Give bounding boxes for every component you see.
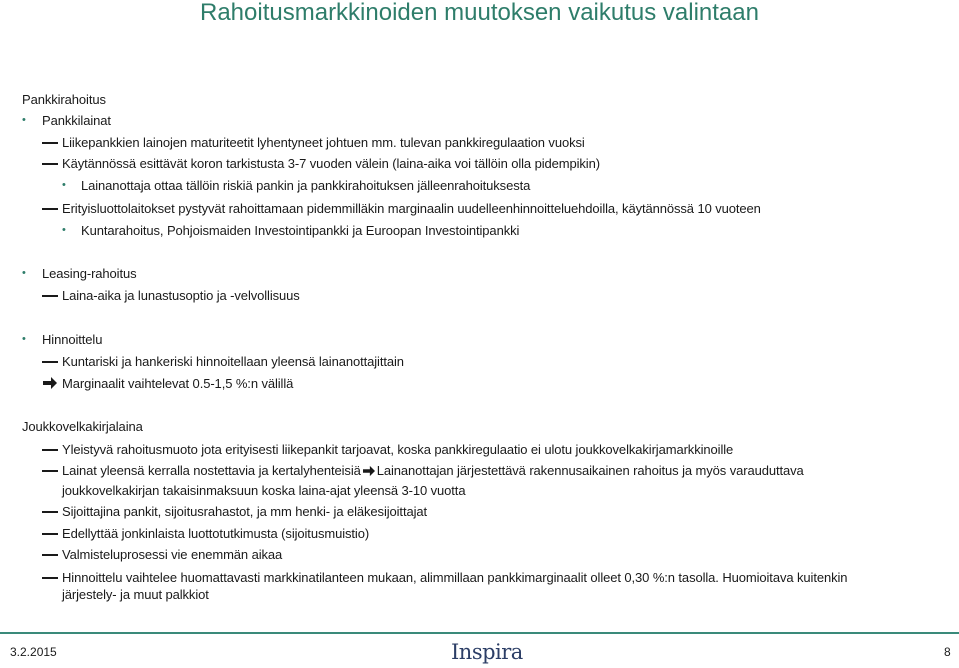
list-item [62, 462, 804, 479]
list-item: Valmisteluprosessi vie enemmän aikaa [62, 547, 283, 562]
bullet-icon: • [22, 114, 26, 126]
list-item-pankkilainat: Pankkilainat [42, 113, 111, 128]
list-item-text-part2: Lainanottajan järjestettävä rakennusaikainen rahoitus ja myös varauduttava [376, 463, 804, 478]
list-item: Hinnoittelu vaihtelee huomattavasti markkinatilanteen mukaan, alimmillaan pankkimarginaalit olleet 0,30 %:n tasolla. Huomioitava kuitenkin [62, 570, 848, 585]
dash-icon [42, 449, 58, 451]
footer-divider [0, 632, 959, 634]
list-item: Sijoittajina pankit, sijoitusrahastot, ja mm henki- ja eläkesijoittajat [62, 504, 428, 519]
dash-icon [42, 142, 58, 144]
dash-icon [42, 295, 58, 297]
arrow-right-icon [362, 465, 376, 477]
list-item: Lainanottaja ottaa tällöin riskiä pankin ja pankkirahoituksen jälleenrahoituksesta [81, 178, 531, 193]
list-item-leasing: Leasing-rahoitus [42, 266, 137, 281]
list-item-text-part1: Lainat yleensä kerralla nostettavia ja kertalyhenteisiä [62, 463, 361, 478]
bullet-icon: • [22, 333, 26, 345]
list-item: Erityisluottolaitokset pystyvät rahoittamaan pidemmilläkin marginaalin uudelleenhinnoitteluehdoilla, käytännössä 10 vuoteen [62, 201, 761, 216]
list-item: Kuntarahoitus, Pohjoismaiden Investointipankki ja Euroopan Investointipankki [81, 223, 520, 238]
list-item: Edellyttää jonkinlaista luottotutkimusta (sijoitusmuistio) [62, 526, 370, 541]
list-item: Käytännössä esittävät koron tarkistusta 3-7 vuoden välein (laina-aika voi tällöin olla pidempikin) [62, 156, 600, 171]
bullet-icon: • [62, 179, 66, 191]
slide-title: Rahoitusmarkkinoiden muutoksen vaikutus valintaan [200, 0, 759, 26]
bullet-icon: • [62, 224, 66, 236]
dash-icon [42, 533, 58, 535]
dash-icon [42, 163, 58, 165]
dash-icon [42, 577, 58, 579]
dash-icon [42, 208, 58, 210]
bullet-icon: • [22, 267, 26, 279]
dash-icon [42, 511, 58, 513]
footer-date: 3.2.2015 [10, 645, 57, 659]
list-item: Laina-aika ja lunastusoptio ja -velvollisuus [62, 288, 300, 303]
list-item: Kuntariski ja hankeriski hinnoitellaan yleensä lainanottajittain [62, 354, 404, 369]
dash-icon [42, 554, 58, 556]
list-item: Marginaalit vaihtelevat 0.5-1,5 %:n välillä [62, 376, 294, 391]
page-number: 8 [944, 645, 951, 659]
dash-icon [42, 361, 58, 363]
list-item-continuation: joukkovelkakirjan takaisinmaksuun koska laina-ajat yleensä 3-10 vuotta [62, 483, 466, 498]
dash-icon [42, 470, 58, 472]
list-item: Liikepankkien lainojen maturiteetit lyhentyneet johtuen mm. tulevan pankkiregulaation vuoksi [62, 135, 585, 150]
section-heading-joukkovelkakirjalaina: Joukkovelkakirjalaina [22, 419, 143, 434]
arrow-right-icon [42, 376, 58, 390]
list-item: Yleistyvä rahoitusmuoto jota erityisesti liikepankit tarjoavat, koska pankkiregulaatio ei ulotu joukkovelkakirjamarkkinoille [62, 442, 734, 457]
list-item-hinnoittelu: Hinnoittelu [42, 332, 103, 347]
section-heading-pankkirahoitus: Pankkirahoitus [22, 92, 106, 107]
list-item-continuation: järjestely- ja muut palkkiot [62, 587, 209, 602]
inspira-logo: Inspira [451, 640, 523, 664]
